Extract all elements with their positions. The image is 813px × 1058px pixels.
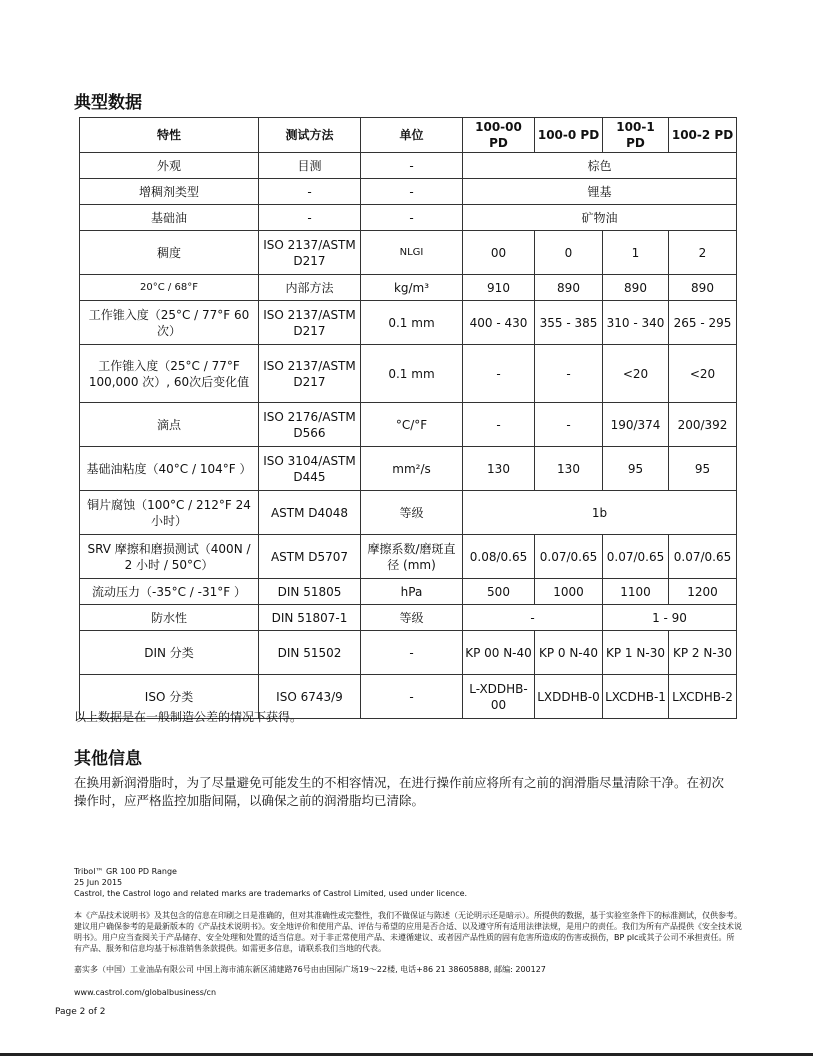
unit-cell: - — [361, 631, 463, 675]
table-row — [80, 491, 737, 535]
value-cell: 890 — [603, 275, 669, 301]
value-cell: KP 0 N-40 — [535, 631, 603, 675]
unit-cell: 摩擦系数/磨斑直径 (mm) — [361, 535, 463, 579]
method-cell: ISO 2137/ASTM D217 — [259, 345, 361, 403]
table-header-row — [80, 118, 737, 153]
value-cell: - — [463, 605, 603, 631]
value-cell: 0.07/0.65 — [603, 535, 669, 579]
method-cell: ISO 6743/9 — [259, 675, 361, 719]
unit-cell: 0.1 mm — [361, 345, 463, 403]
property-cell: 流动压力（-35°C / -31°F ） — [80, 579, 259, 605]
property-cell: 20°C / 68°F — [80, 275, 259, 301]
value-cell: LXDDHB-0 — [535, 675, 603, 719]
method-cell: 目测 — [259, 153, 361, 179]
page-number: Page 2 of 2 — [55, 1007, 106, 1017]
value-cell: 0 — [535, 231, 603, 275]
footer-date: 25 Jun 2015 — [74, 878, 123, 887]
value-cell: 355 - 385 — [535, 301, 603, 345]
unit-cell: - — [361, 205, 463, 231]
table-row — [80, 579, 737, 605]
data-tolerance-note: 以上数据是在一般制造公差的情况下获得。 — [74, 710, 303, 724]
value-cell: 400 - 430 — [463, 301, 535, 345]
property-cell: DIN 分类 — [80, 631, 259, 675]
table-row — [80, 205, 737, 231]
value-cell: 500 — [463, 579, 535, 605]
property-cell: 工作锥入度（25°C / 77°F 100,000 次）, 60次后变化值 — [80, 345, 259, 403]
value-cell: 310 - 340 — [603, 301, 669, 345]
bottom-rule — [0, 1053, 813, 1056]
table-row — [80, 345, 737, 403]
value-cell: 190/374 — [603, 403, 669, 447]
value-cell: 锂基 — [463, 179, 737, 205]
value-cell: 1 - 90 — [603, 605, 737, 631]
column-header: 100-00 PD — [463, 118, 535, 153]
value-cell: 95 — [669, 447, 737, 491]
unit-cell: - — [361, 179, 463, 205]
property-cell: 滴点 — [80, 403, 259, 447]
footer-company-address: 嘉实多（中国）工业油品有限公司 中国上海市浦东新区浦建路76号由由国际广场19～22楼, 电话+86 21 38605888, 邮编: 200127 — [74, 965, 546, 974]
method-cell: 内部方法 — [259, 275, 361, 301]
property-cell: 工作锥入度（25°C / 77°F 60次） — [80, 301, 259, 345]
method-cell: ISO 3104/ASTM D445 — [259, 447, 361, 491]
method-cell: DIN 51502 — [259, 631, 361, 675]
table-row — [80, 605, 737, 631]
property-cell: ISO 分类 — [80, 675, 259, 719]
footer-product-name: Tribol™ GR 100 PD Range — [74, 867, 177, 876]
method-cell: - — [259, 205, 361, 231]
table-row — [80, 231, 737, 275]
unit-cell: - — [361, 675, 463, 719]
other-info-paragraph: 在换用新润滑脂时，为了尽量避免可能发生的不相容情况，在进行操作前应将所有之前的润滑脂尽量清除干净。在初次操作时，应严格监控加脂间隔，以确保之前的润滑脂均已清除。 — [74, 775, 725, 808]
table-row — [80, 403, 737, 447]
value-cell: <20 — [603, 345, 669, 403]
unit-cell: 等级 — [361, 491, 463, 535]
value-cell: 890 — [535, 275, 603, 301]
value-cell: 1000 — [535, 579, 603, 605]
value-cell: 265 - 295 — [669, 301, 737, 345]
column-header: 单位 — [361, 118, 463, 153]
footer-trademark: Castrol, the Castrol logo and related marks are trademarks of Castrol Limited, used under licence. — [74, 889, 468, 898]
value-cell: 890 — [669, 275, 737, 301]
table-row — [80, 153, 737, 179]
property-cell: 基础油粘度（40°C / 104°F ） — [80, 447, 259, 491]
section-heading-typical-data: 典型数据 — [74, 93, 142, 113]
column-header: 100-0 PD — [535, 118, 603, 153]
value-cell: L-XDDHB-00 — [463, 675, 535, 719]
value-cell: 1200 — [669, 579, 737, 605]
method-cell: ISO 2137/ASTM D217 — [259, 231, 361, 275]
method-cell: DIN 51805 — [259, 579, 361, 605]
column-header: 测试方法 — [259, 118, 361, 153]
unit-cell: 等级 — [361, 605, 463, 631]
method-cell: - — [259, 179, 361, 205]
property-cell: 铜片腐蚀（100°C / 212°F 24小时） — [80, 491, 259, 535]
property-cell: 增稠剂类型 — [80, 179, 259, 205]
table-row — [80, 301, 737, 345]
table-row — [80, 535, 737, 579]
typical-data-table — [79, 117, 737, 719]
value-cell: 0.07/0.65 — [669, 535, 737, 579]
property-cell: 基础油 — [80, 205, 259, 231]
unit-cell: hPa — [361, 579, 463, 605]
unit-cell: kg/m³ — [361, 275, 463, 301]
column-header: 特性 — [80, 118, 259, 153]
property-cell: 稠度 — [80, 231, 259, 275]
value-cell: LXCDHB-1 — [603, 675, 669, 719]
value-cell: 0.07/0.65 — [535, 535, 603, 579]
value-cell: KP 2 N-30 — [669, 631, 737, 675]
table-row — [80, 179, 737, 205]
value-cell: 95 — [603, 447, 669, 491]
property-cell: 防水性 — [80, 605, 259, 631]
value-cell: 130 — [535, 447, 603, 491]
method-cell: ISO 2176/ASTM D566 — [259, 403, 361, 447]
table-row — [80, 275, 737, 301]
value-cell: LXCDHB-2 — [669, 675, 737, 719]
value-cell: <20 — [669, 345, 737, 403]
section-heading-other-info: 其他信息 — [74, 749, 142, 769]
value-cell: 1100 — [603, 579, 669, 605]
value-cell: 棕色 — [463, 153, 737, 179]
unit-cell: °C/°F — [361, 403, 463, 447]
method-cell: ISO 2137/ASTM D217 — [259, 301, 361, 345]
value-cell: - — [535, 403, 603, 447]
property-cell: SRV 摩擦和磨损测试（400N / 2 小时 / 50°C） — [80, 535, 259, 579]
value-cell: 1b — [463, 491, 737, 535]
value-cell: - — [535, 345, 603, 403]
value-cell: 200/392 — [669, 403, 737, 447]
property-cell: 外观 — [80, 153, 259, 179]
unit-cell: - — [361, 153, 463, 179]
value-cell: KP 00 N-40 — [463, 631, 535, 675]
column-header: 100-1 PD — [603, 118, 669, 153]
value-cell: 00 — [463, 231, 535, 275]
footer-product-block — [74, 866, 742, 899]
method-cell: ASTM D4048 — [259, 491, 361, 535]
unit-cell: 0.1 mm — [361, 301, 463, 345]
value-cell: KP 1 N-30 — [603, 631, 669, 675]
method-cell: DIN 51807-1 — [259, 605, 361, 631]
value-cell: - — [463, 345, 535, 403]
value-cell: - — [463, 403, 535, 447]
value-cell: 130 — [463, 447, 535, 491]
value-cell: 910 — [463, 275, 535, 301]
table-row — [80, 447, 737, 491]
column-header: 100-2 PD — [669, 118, 737, 153]
value-cell: 1 — [603, 231, 669, 275]
method-cell: ASTM D5707 — [259, 535, 361, 579]
unit-cell: NLGI — [361, 231, 463, 275]
unit-cell: mm²/s — [361, 447, 463, 491]
footer-disclaimer: 本《产品技术说明书》及其包含的信息在印刷之日是准确的，但对其准确性或完整性，我们不做保证与陈述（无论明示还是暗示）。所提供的数据，基于实验室条件下的标准测试，仅供参考。建议用户确保参考的是最新版本的《产品技术说明书》。安全地评价和使用产品、评估与希望的应用是否合适、以及遵守所有适用法律法规，是用户的责任。我们为所有产品提供《安全技术说明书》。用户应当查阅关于产品储存、安全处理和处置的适当信息。对于非正常使用产品、未遵循建议、或者因产品性质的固有危害所造成的伤害或损伤，BP plc或其子公司不承担责任。所有产品、服务和信息均基于标准销售条款提供。如需更多信息，请联系我们当地的代表。 — [74, 911, 742, 953]
table-row — [80, 631, 737, 675]
value-cell: 0.08/0.65 — [463, 535, 535, 579]
value-cell: 矿物油 — [463, 205, 737, 231]
value-cell: 2 — [669, 231, 737, 275]
footer-website-link[interactable]: www.castrol.com/globalbusiness/cn — [74, 988, 217, 997]
